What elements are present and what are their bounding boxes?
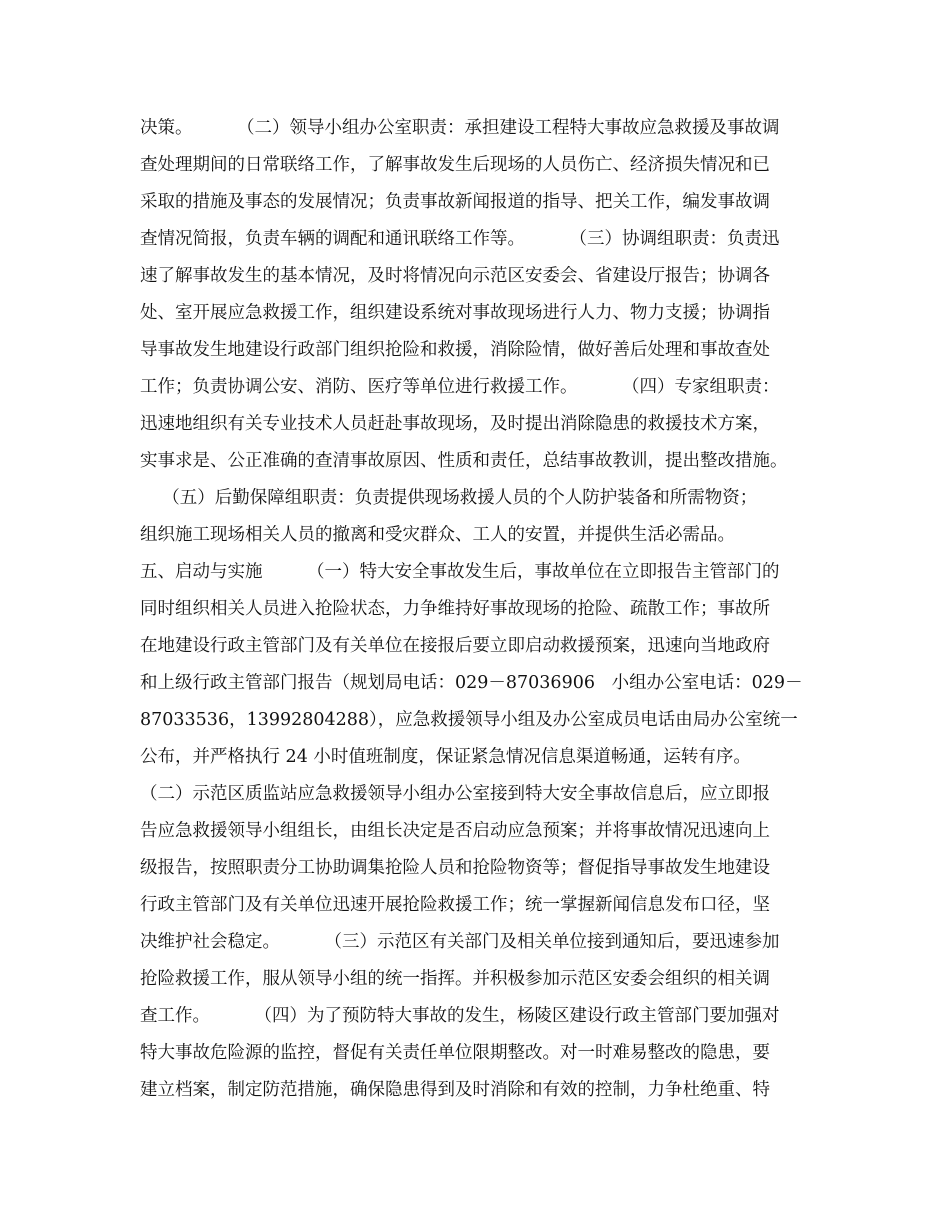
text-line: （二）示范区质监站应急救援领导小组办公室接到特大安全事故信息后，应立即报 <box>140 784 770 804</box>
text-line: 行政主管部门及有关单位迅速开展抢险救援工作；统一掌握新闻信息发布口径，坚 <box>140 895 770 915</box>
text-line: 导事故发生地建设行政部门组织抢险和救援，消除险情，做好善后处理和事故查处 <box>140 340 770 360</box>
text-line: 五、启动与实施 （一）特大安全事故发生后，事故单位在立即报告主管部门的 <box>140 562 780 582</box>
text-line: 速了解事故发生的基本情况，及时将情况向示范区安委会、省建设厅报告；协调各 <box>140 266 770 286</box>
text-line: 实事求是、公正准确的查清事故原因、性质和责任，总结事故教训，提出整改措施。 <box>140 451 788 471</box>
text-line: 建立档案，制定防范措施，确保隐患得到及时消除和有效的控制，力争杜绝重、特 <box>140 1080 770 1100</box>
text-line: 级报告，按照职责分工协助调集抢险人员和抢险物资等；督促指导事故发生地建设 <box>140 858 770 878</box>
text-line: 决策。 （二）领导小组办公室职责：承担建设工程特大事故应急救援及事故调 <box>140 118 780 138</box>
text-line: 87033536，13992804288），应急救援领导小组及办公室成员电话由局办公室统一 <box>140 710 798 730</box>
text-line: 处、室开展应急救援工作，组织建设系统对事故现场进行人力、物力支援；协调指 <box>140 303 770 323</box>
document-body <box>140 110 820 1109</box>
text-line: 工作；负责协调公安、消防、医疗等单位进行救援工作。 （四）专家组职责： <box>140 377 780 397</box>
text-line: 采取的措施及事态的发展情况；负责事故新闻报道的指导、把关工作，编发事故调 <box>140 192 770 212</box>
text-line: （五）后勤保障组职责：负责提供现场救援人员的个人防护装备和所需物资； <box>140 488 758 508</box>
text-line: 决维护社会稳定。 （三）示范区有关部门及相关单位接到通知后，要迅速参加 <box>140 932 780 952</box>
text-line: 告应急救援领导小组组长，由组长决定是否启动应急预案；并将事故情况迅速向上 <box>140 821 770 841</box>
text-line: 查处理期间的日常联络工作，了解事故发生后现场的人员伤亡、经济损失情况和已 <box>140 155 770 175</box>
text-line: 查情况简报，负责车辆的调配和通讯联络工作等。 （三）协调组职责：负责迅 <box>140 229 780 249</box>
text-line: 迅速地组织有关专业技术人员赶赴事故现场，及时提出消除隐患的救援技术方案， <box>140 414 770 434</box>
text-line: 抢险救援工作，服从领导小组的统一指挥。并积极参加示范区安委会组织的相关调 <box>140 969 770 989</box>
text-line: 查工作。 （四）为了预防特大事故的发生，杨陵区建设行政主管部门要加强对 <box>140 1006 780 1026</box>
text-line: 组织施工现场相关人员的撤离和受灾群众、工人的安置，并提供生活必需品。 <box>140 525 735 545</box>
text-line: 和上级行政主管部门报告（规划局电话：029－87036906 小组办公室电话：029－ <box>140 673 803 693</box>
text-line: 同时组织相关人员进入抢险状态，力争维持好事故现场的抢险、疏散工作；事故所 <box>140 599 770 619</box>
text-line: 公布，并严格执行 24 小时值班制度，保证紧急情况信息渠道畅通，运转有序。 <box>140 747 751 767</box>
text-line: 在地建设行政主管部门及有关单位在接报后要立即启动救援预案，迅速向当地政府 <box>140 636 770 656</box>
text-line: 特大事故危险源的监控，督促有关责任单位限期整改。对一时难易整改的隐患，要 <box>140 1043 770 1063</box>
